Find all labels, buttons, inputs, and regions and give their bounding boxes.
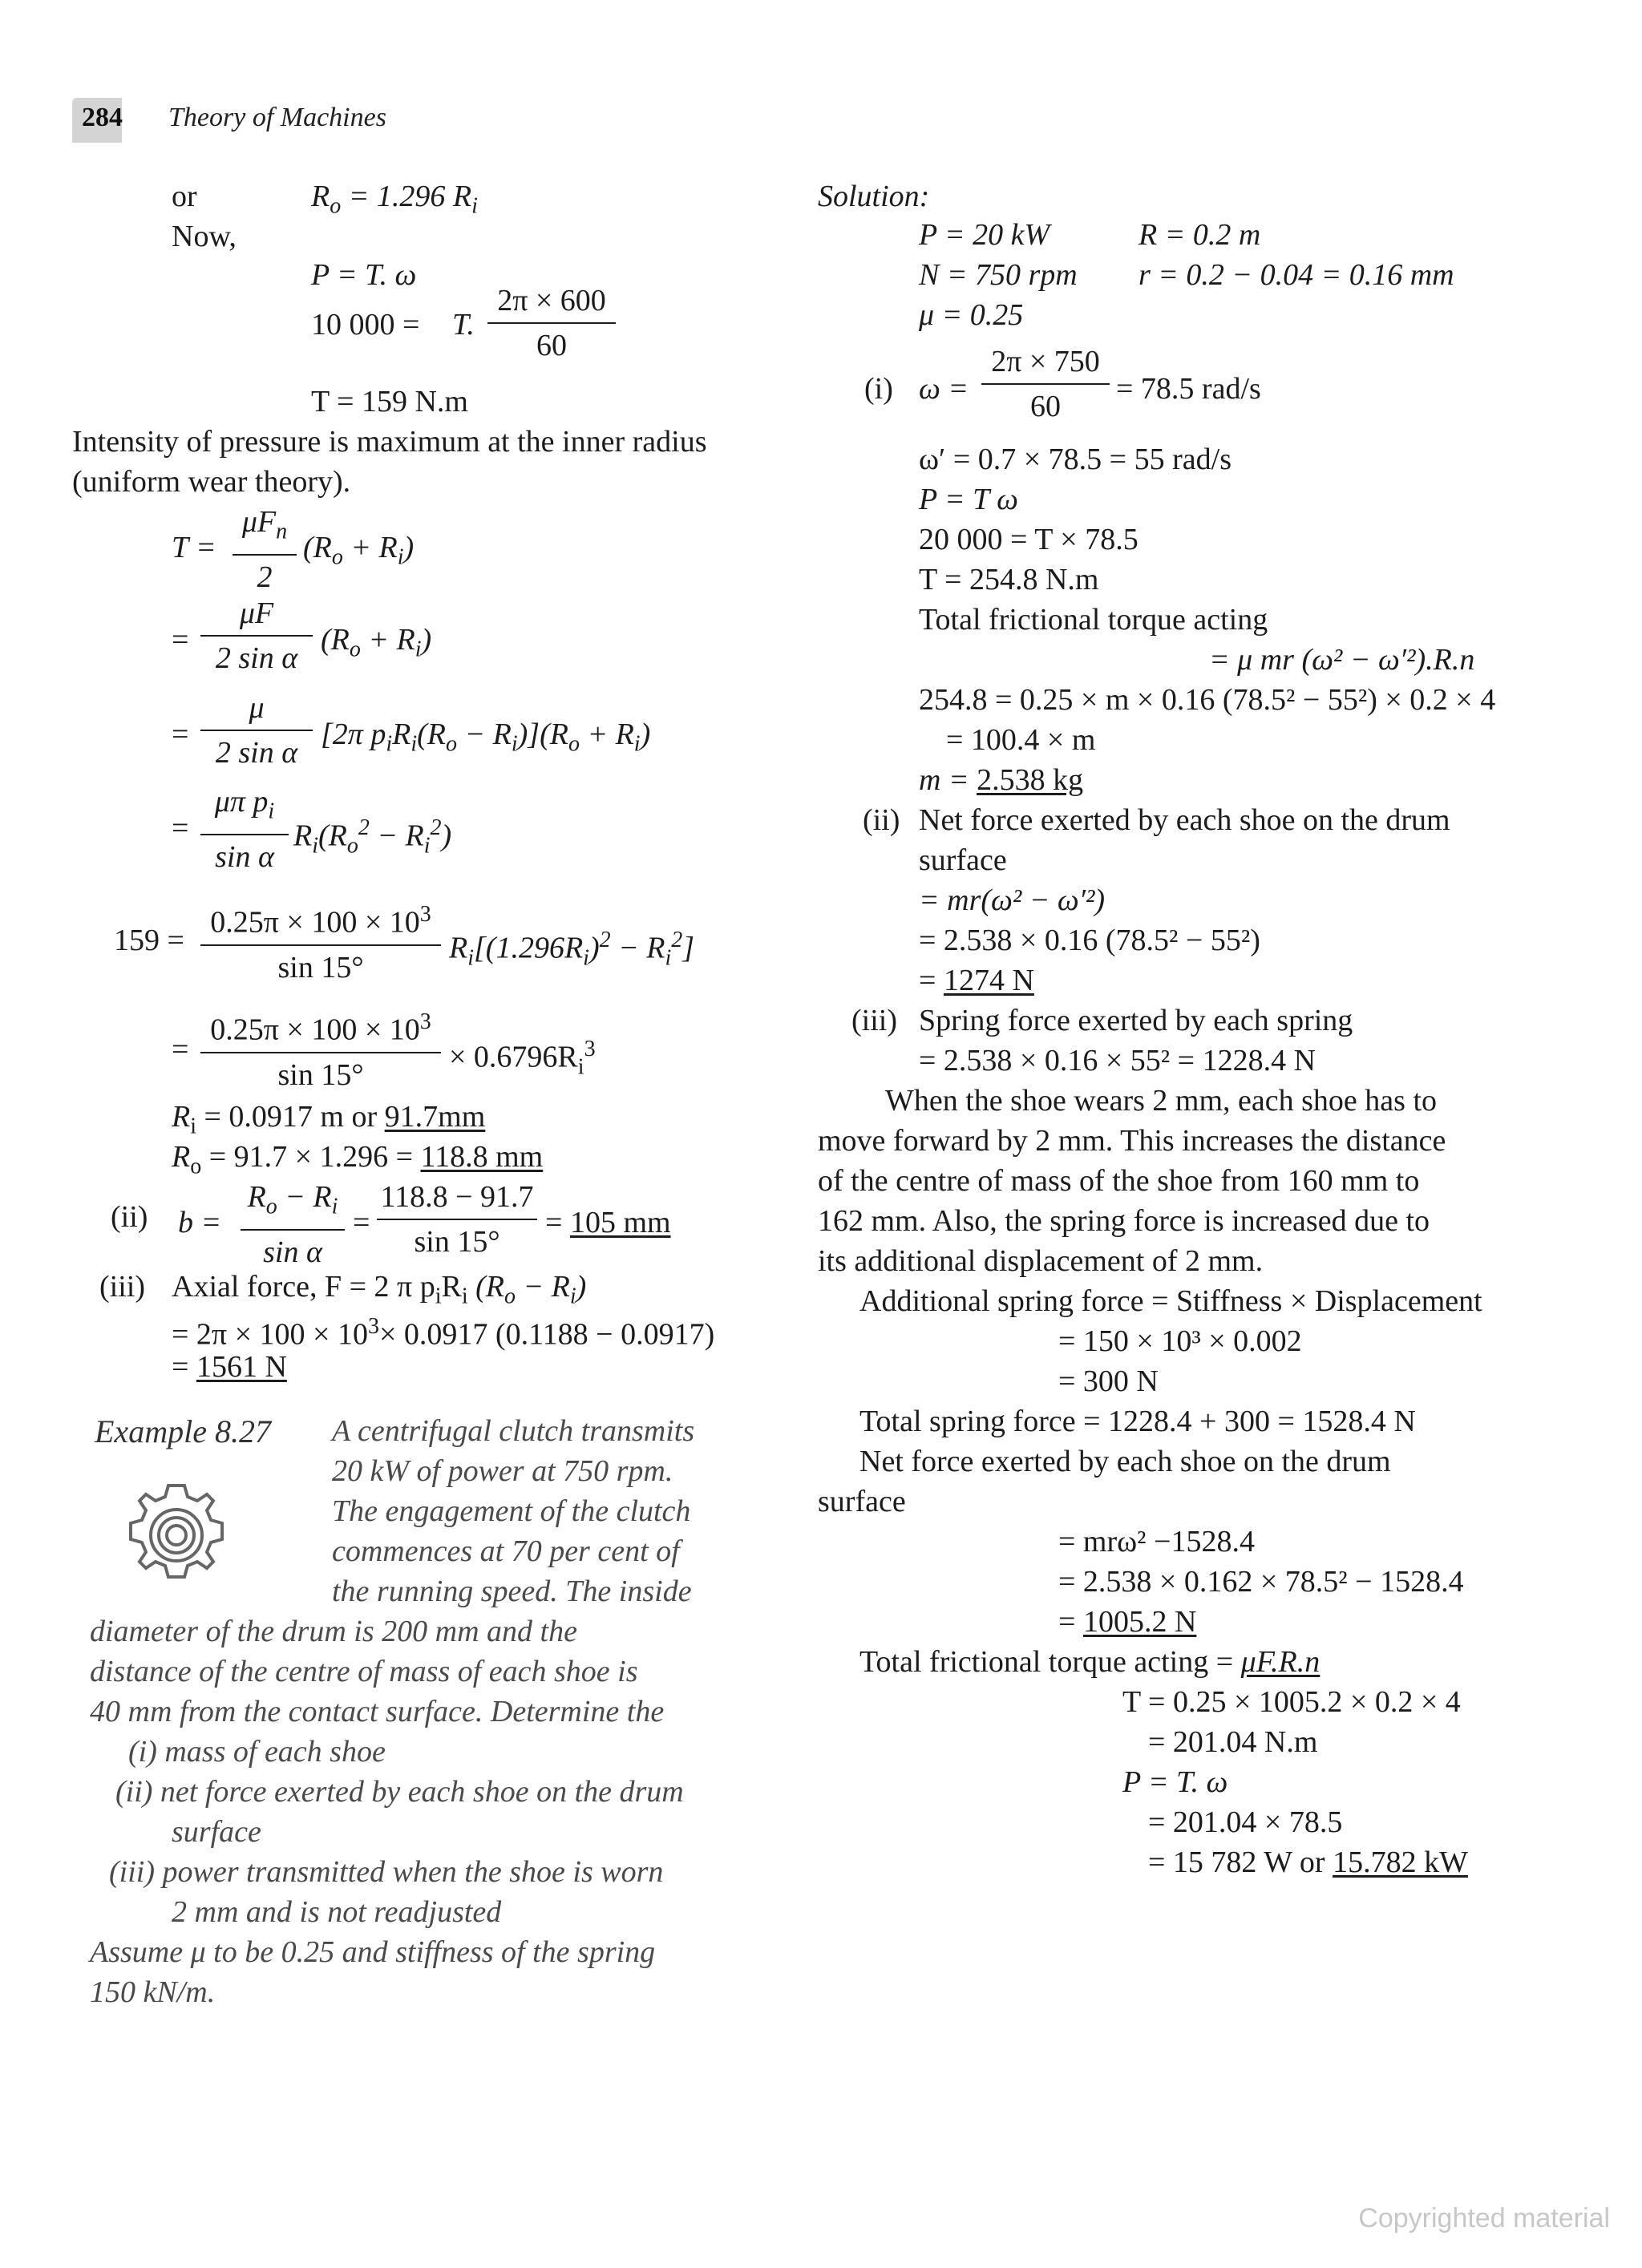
eq-ro-ri-sum-1: $(R_o + R_i)$ xyxy=(303,531,415,570)
fraction-big-1: $0.25\pi \times 100 \times 10^3$ sin 15° xyxy=(200,896,441,986)
example-line: (i) mass of each shoe xyxy=(128,1735,386,1769)
given-p: P = 20 kW xyxy=(919,218,1050,252)
mrw2-calc: = 2.538 × 0.162 × 78.5² − 1528.4 xyxy=(1058,1565,1464,1599)
eq-ro-ri-sum-2: $(R_o + R_i)$ xyxy=(321,623,432,662)
example-line: The engagement of the clutch xyxy=(332,1494,691,1528)
eq-power: P = T. ω xyxy=(311,258,417,292)
wear-paragraph-line: 162 mm. Also, the spring force is increased due to xyxy=(818,1204,1430,1238)
eq-sign-5: = xyxy=(353,1206,370,1239)
torque-formula: = μ mr (ω² − ω′²).R.n xyxy=(1209,643,1475,677)
fraction-2pi-600: 2π × 600 60 xyxy=(487,282,616,364)
example-line: 2 mm and is not readjusted xyxy=(172,1895,502,1929)
example-line: (ii) net force exerted by each shoe on the drum xyxy=(115,1775,684,1809)
wear-paragraph-line: its additional displacement of 2 mm. xyxy=(818,1244,1264,1278)
given-r-small: r = 0.2 − 0.04 = 0.16 mm xyxy=(1138,258,1454,292)
omega-prime: ω′ = 0.7 × 78.5 = 55 rad/s xyxy=(919,443,1232,476)
ri-result: $R_i = 0.0917$ m or 91.7mm xyxy=(172,1100,486,1139)
eq-t-dot: T. xyxy=(452,308,475,342)
page-number: 284 xyxy=(82,103,123,132)
ro-result: $R_o = 91.7 \times 1.296 = 118.8$ mm xyxy=(172,1140,544,1179)
eq-p-tw-2: P = T. ω xyxy=(1122,1765,1228,1799)
fraction-ro-ri-sin: $R_o - R_i$ sin α xyxy=(241,1178,345,1271)
example-line: commences at 70 per cent of xyxy=(332,1534,680,1568)
eq-sign-4: = xyxy=(172,1033,189,1066)
total-spring-force: Total spring force = 1228.4 + 300 = 1528.4 N xyxy=(859,1405,1416,1438)
part-ii-label: (ii) xyxy=(111,1200,148,1234)
surface-label: surface xyxy=(919,843,1007,877)
eq-sign-2: = xyxy=(172,718,189,751)
b-result: = 105 mm xyxy=(545,1206,671,1239)
t-result: T = 254.8 N.m xyxy=(919,563,1099,596)
eq-ri-diff: $R_i(R_o^2 - R_i^2)$ xyxy=(293,815,452,859)
m-result: m = 2.538 kg xyxy=(919,763,1084,797)
example-line: 150 kN/m. xyxy=(90,1975,216,2009)
eq-159-lhs: 159 = xyxy=(114,924,184,957)
given-r-big: R = 0.2 m xyxy=(1138,218,1261,252)
mrw2-formula: = mrω² −1528.4 xyxy=(1058,1525,1255,1558)
calc-1004: = 100.4 × m xyxy=(946,723,1096,757)
additional-spring-result: = 300 N xyxy=(1058,1364,1159,1398)
eq-b-lhs: b = xyxy=(178,1206,222,1239)
part-iii-label-right: (iii) xyxy=(851,1004,897,1037)
additional-spring-label: Additional spring force = Stiffness × Displacement xyxy=(859,1284,1482,1318)
gear-icon xyxy=(120,1479,233,1591)
eq-t-lhs: T = xyxy=(172,531,216,564)
fraction-mupi-sin: μπ $p_i$ sin α xyxy=(200,783,289,875)
fraction-muf-2sin: μF 2 sin α xyxy=(200,595,313,677)
given-n: N = 750 rpm xyxy=(919,258,1078,292)
fraction-mufn-2: $\mu F_n$ 2 xyxy=(233,503,297,596)
t-calc: T = 0.25 × 1005.2 × 0.2 × 4 xyxy=(1122,1685,1461,1719)
example-line: surface xyxy=(172,1815,261,1849)
example-line: distance of the centre of mass of each shoe is xyxy=(90,1655,638,1688)
example-label: Example 8.27 xyxy=(95,1413,271,1449)
copyright-notice: Copyrighted material xyxy=(1358,2203,1610,2234)
eq-times-06796: × $0.6796R_i^3$ xyxy=(449,1037,596,1080)
mrw2-result: = 1005.2 N xyxy=(1058,1605,1197,1639)
total-torque-label: Total frictional torque acting xyxy=(919,603,1268,637)
eq-20000: 20 000 = T × 78.5 xyxy=(919,523,1138,556)
part-iii-label: (iii) xyxy=(99,1270,145,1304)
axial-calc: = $2\pi \times 100 \times 10^3\times 0.0917$ (0.1188 − 0.0917) xyxy=(172,1314,715,1352)
eq-bracket-big: $R_i[(1.296R_i)^2 - R_i^2]$ xyxy=(449,928,695,971)
book-title: Theory of Machines xyxy=(168,103,386,132)
solution-heading: Solution: xyxy=(818,180,930,213)
p-calc: = 201.04 × 78.5 xyxy=(1148,1805,1343,1839)
spring-calc: = 2.538 × 0.16 × 55² = 1228.4 N xyxy=(919,1044,1316,1077)
part-ii-label-right: (ii) xyxy=(863,803,900,837)
fraction-mu-2sin: μ 2 sin α xyxy=(200,689,313,771)
example-line: 40 mm from the contact surface. Determine the xyxy=(90,1695,665,1728)
eq-p-tw: P = T ω xyxy=(919,483,1018,516)
mr-result: = 1274 N xyxy=(919,964,1034,997)
intensity-line-2: (uniform wear theory). xyxy=(72,465,351,499)
mr-calc: = 2.538 × 0.16 (78.5² − 55²) xyxy=(919,924,1260,957)
eq-sign-1: = xyxy=(172,623,189,657)
fraction-big-2: $0.25\pi \times 100 \times 10^3$ sin 15° xyxy=(200,1004,441,1094)
wear-paragraph-line: When the shoe wears 2 mm, each shoe has to xyxy=(885,1084,1438,1118)
surface-label-2: surface xyxy=(818,1485,906,1518)
net-force-label: Net force exerted by each shoe on the drum xyxy=(919,803,1450,837)
eq-bracket-expr: [2π $p_iR_i(R_o - R_i)](R_o + R_i)$ xyxy=(321,718,651,757)
example-line: A centrifugal clutch transmits xyxy=(332,1414,695,1448)
t-result-2: = 201.04 N.m xyxy=(1148,1725,1318,1759)
intensity-line-1: Intensity of pressure is maximum at the inner radius xyxy=(72,425,707,459)
part-i-label: (i) xyxy=(864,372,893,406)
text-now: Now, xyxy=(172,220,237,253)
example-line: diameter of the drum is 200 mm and the xyxy=(90,1615,577,1648)
wear-paragraph-line: move forward by 2 mm. This increases the distance xyxy=(818,1124,1446,1158)
example-line: (iii) power transmitted when the shoe is worn xyxy=(109,1855,664,1889)
eq-sign-3: = xyxy=(172,811,189,845)
axial-force: Axial force, F = 2 π $p_iR_i$ $(R_o - R_i)$ xyxy=(172,1270,587,1309)
given-mu: μ = 0.25 xyxy=(919,298,1024,332)
omega-result: = 78.5 rad/s xyxy=(1116,372,1261,406)
axial-result: = 1561 N xyxy=(172,1350,287,1384)
mr-formula: = mr(ω² − ω′²) xyxy=(919,883,1106,917)
p-result: = 15 782 W or 15.782 kW xyxy=(1148,1846,1468,1879)
omega-lhs: ω = xyxy=(919,372,969,406)
fraction-1188-917: 118.8 − 91.7 sin 15° xyxy=(377,1178,537,1260)
example-line: Assume μ to be 0.25 and stiffness of the spring xyxy=(90,1935,656,1969)
spring-force-label: Spring force exerted by each spring xyxy=(919,1004,1353,1037)
example-line: 20 kW of power at 750 rpm. xyxy=(332,1454,673,1488)
additional-spring-calc: = 150 × 10³ × 0.002 xyxy=(1058,1324,1302,1358)
fraction-2pi-750: 2π × 750 60 xyxy=(981,343,1110,425)
total-torque-2: Total frictional torque acting = μF.R.n xyxy=(859,1645,1320,1679)
torque-result: T = 159 N.m xyxy=(311,385,468,418)
calc-254: 254.8 = 0.25 × m × 0.16 (78.5² − 55²) × 0.2 × 4 xyxy=(919,683,1496,717)
text-or: or xyxy=(172,180,197,213)
net-force-label-2: Net force exerted by each shoe on the drum xyxy=(859,1445,1391,1478)
eq-ro: $R_o = 1.296$ $R_i$ xyxy=(311,180,478,219)
eq-10000: 10 000 = xyxy=(311,308,420,342)
wear-paragraph-line: of the centre of mass of the shoe from 160 mm to xyxy=(818,1164,1420,1198)
example-line: the running speed. The inside xyxy=(332,1575,692,1608)
